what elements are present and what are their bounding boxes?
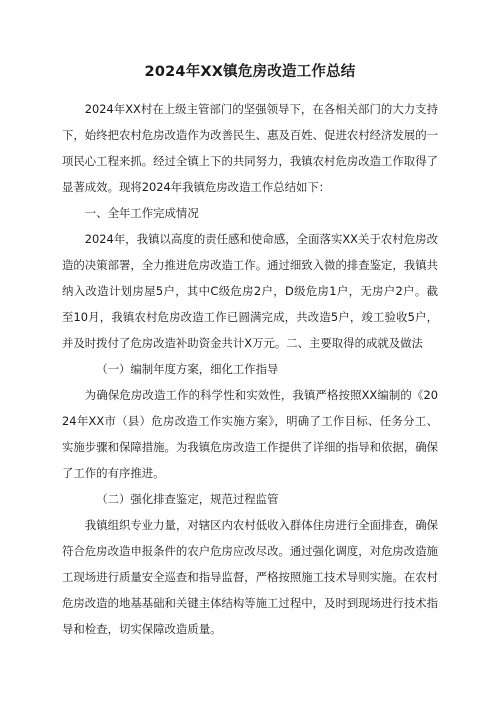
intro-paragraph: 2024年XX村在上级主管部门的坚强领导下，在各相关部门的大力支持下，始终把农村危房改造作为改善民生、惠及百姓、促进农村经济发展的一项民心工程来抓。经过全镇上下的共同努力，我镇农村危房改造工作取得了显著成效。现将2024年我镇危房改造工作总结如下：: [62, 102, 438, 194]
subsection-1-heading: （一）编制年度方案，细化工作指导: [96, 362, 279, 376]
subsection-2-heading: （二）强化排查鉴定，规范过程监管: [96, 492, 279, 506]
document-title: 2024年XX镇危房改造工作总结: [144, 64, 356, 80]
subsection-2-body: 我镇组织专业力量，对辖区内农村低收入群体住房进行全面排查，确保符合危房改造申报条件的农户危房应改尽改。通过强化调度，对危房改造施工现场进行质量安全巡查和指导监督，严格按照施工技术导则实施。在农村危房改造的地基基础和关键主体结构等施工过程中，及时到现场进行技术指导和检查，切实保障改造质量。: [62, 518, 438, 636]
section-1-body: 2024年，我镇以高度的责任感和使命感，全面落实XX关于农村危房改造的决策部署，全力推进危房改造工作。通过细致入微的排查鉴定，我镇共纳入改造计划房屋5户，其中C级危房2户，D级危房1户，无房户2户。截至10月，我镇农村危房改造工作已圆满完成，共改造5户，竣工验收5户，并及时拨付了危房改造补助资金共计X万元。二、主要取得的成就及做法: [62, 232, 438, 350]
subsection-1-body: 为确保危房改造工作的科学性和实效性，我镇严格按照XX编制的《2024年XX市（县）危房改造工作实施方案》，明确了工作目标、任务分工、实施步骤和保障措施。为我镇危房改造工作提供了详细的指导和依据，确保了工作的有序推进。: [62, 388, 438, 480]
section-1-heading: 一、全年工作完成情况: [84, 206, 199, 220]
